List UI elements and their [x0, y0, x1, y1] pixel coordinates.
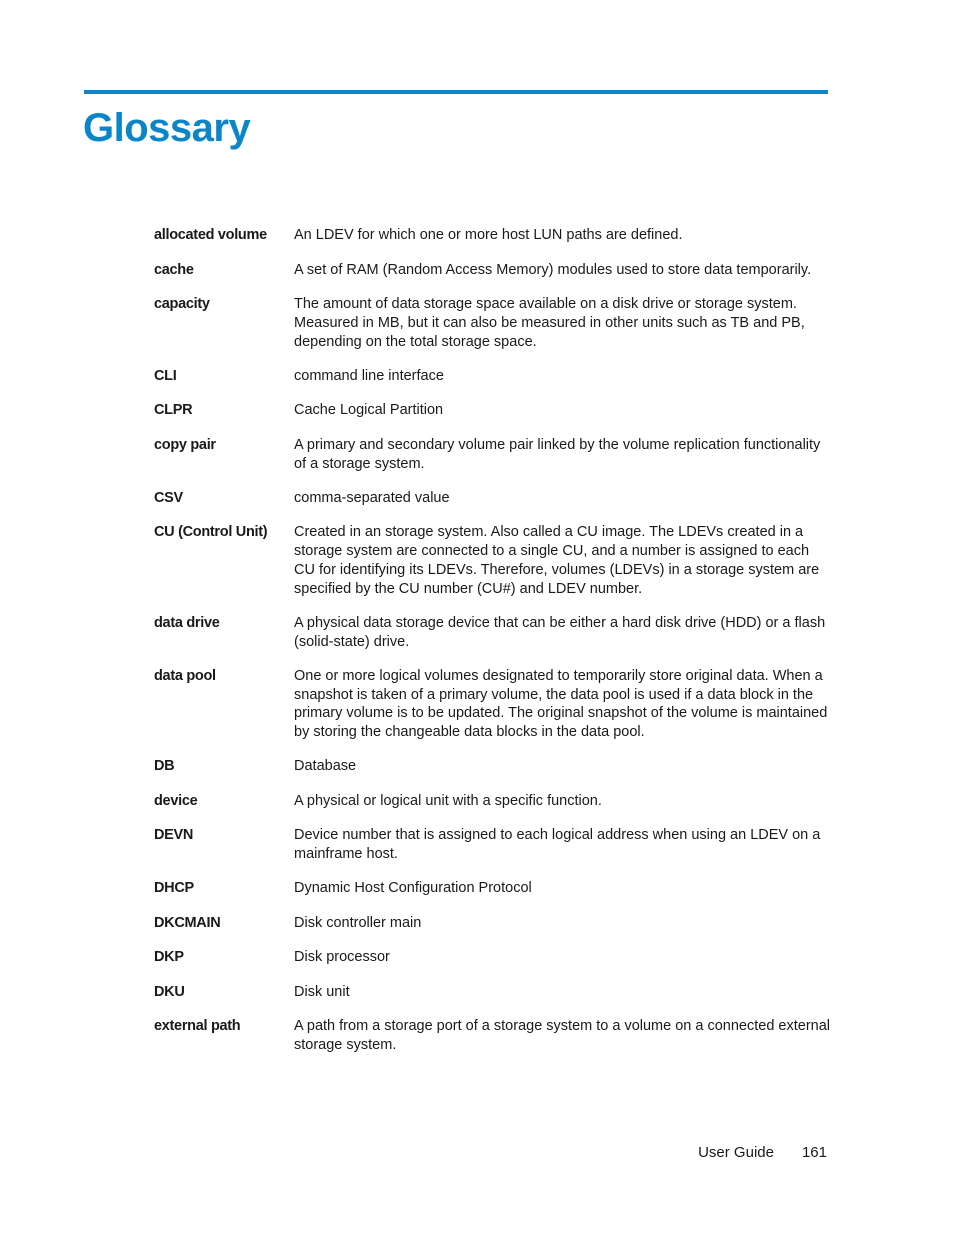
glossary-term: copy pair — [154, 436, 216, 453]
glossary-entry — [154, 879, 830, 898]
glossary-definition: Disk unit — [294, 983, 350, 1000]
page-title: Glossary — [83, 106, 251, 150]
glossary-term: allocated volume — [154, 227, 267, 243]
glossary-entry — [154, 523, 830, 598]
glossary-entry — [154, 826, 830, 864]
glossary-entry — [154, 436, 830, 474]
glossary-entry — [154, 948, 830, 967]
glossary-definition: A primary and secondary volume pair linked by the volume replication functionality of a storage system. — [294, 436, 821, 472]
glossary-term: data drive — [154, 614, 220, 631]
glossary-term: CLPR — [154, 402, 193, 419]
glossary-definition: A set of RAM (Random Access Memory) modules used to store data temporarily. — [294, 261, 812, 278]
glossary-entry — [154, 983, 830, 1002]
glossary-entry — [154, 401, 830, 420]
glossary-term: cache — [154, 261, 194, 278]
glossary-definition: A physical data storage device that can be either a hard disk drive (HDD) or a flash (solid-state) drive. — [294, 614, 826, 650]
glossary-definition: Cache Logical Partition — [294, 402, 444, 419]
glossary-definition: Disk controller main — [294, 914, 422, 931]
glossary-term: data pool — [154, 667, 216, 684]
glossary-term: CLI — [154, 367, 177, 384]
glossary-term: device — [154, 792, 198, 809]
glossary-entry — [154, 226, 830, 245]
glossary-definition: Dynamic Host Configuration Protocol — [294, 880, 532, 897]
glossary-term: DKP — [154, 949, 184, 966]
glossary-entry — [154, 261, 830, 280]
glossary-definition: command line interface — [294, 367, 444, 384]
glossary-definition: One or more logical volumes designated to temporarily store original data. When a snapshot is taken of a primary volume, the data pool is used if a data block in the primary volume is to be updated. The original snapshot of the volume is maintained by storing the changeable data blocks in the data pool. — [294, 667, 828, 740]
glossary-term: CSV — [154, 489, 183, 506]
glossary-definition: A physical or logical unit with a specific function. — [294, 792, 602, 809]
page-footer — [698, 1143, 827, 1163]
glossary-term: DHCP — [154, 880, 194, 897]
glossary-term: DEVN — [154, 827, 194, 844]
glossary-term: DKCMAIN — [154, 914, 221, 931]
glossary-definition: Created in an storage system. Also called a CU image. The LDEVs created in a storage system are connected to a single CU, and a number is assigned to each CU for identifying its LDEVs. Therefore, volumes (LDEVs) in a storage system are specified by the CU number (CU#) and LDEV number. — [294, 524, 820, 597]
glossary-entry — [154, 914, 830, 933]
glossary-term: DKU — [154, 983, 185, 1000]
glossary-term: DB — [154, 758, 175, 775]
glossary-entry — [154, 295, 830, 351]
glossary-definition: comma-separated value — [294, 489, 450, 506]
glossary-definition: A path from a storage port of a storage system to a volume on a connected external storage system. — [294, 1018, 830, 1053]
title-rule — [84, 90, 828, 94]
glossary-term: external path — [154, 1018, 241, 1035]
glossary-entry — [154, 489, 830, 508]
glossary-definition: Database — [294, 758, 357, 775]
glossary-entry — [154, 667, 830, 742]
glossary-entry — [154, 614, 830, 652]
glossary-entry — [154, 792, 830, 811]
glossary-definition: The amount of data storage space available on a disk drive or storage system. Measured in MB, but it can also be measured in other units such as TB and PB, depending on the total storage space. — [294, 296, 805, 350]
glossary-definition: Device number that is assigned to each logical address when using an LDEV on a mainframe host. — [294, 827, 821, 862]
glossary-definition: An LDEV for which one or more host LUN paths are defined. — [294, 227, 683, 243]
glossary-term: capacity — [154, 296, 210, 312]
page-number: 161 — [801, 1144, 827, 1161]
footer-guide-label: User Guide — [698, 1144, 774, 1161]
glossary-list — [154, 226, 830, 1070]
glossary-term: CU (Control Unit) — [154, 524, 268, 541]
glossary-entry — [154, 757, 830, 776]
glossary-entry — [154, 367, 830, 386]
glossary-definition: Disk processor — [294, 949, 390, 966]
glossary-entry — [154, 1017, 830, 1055]
